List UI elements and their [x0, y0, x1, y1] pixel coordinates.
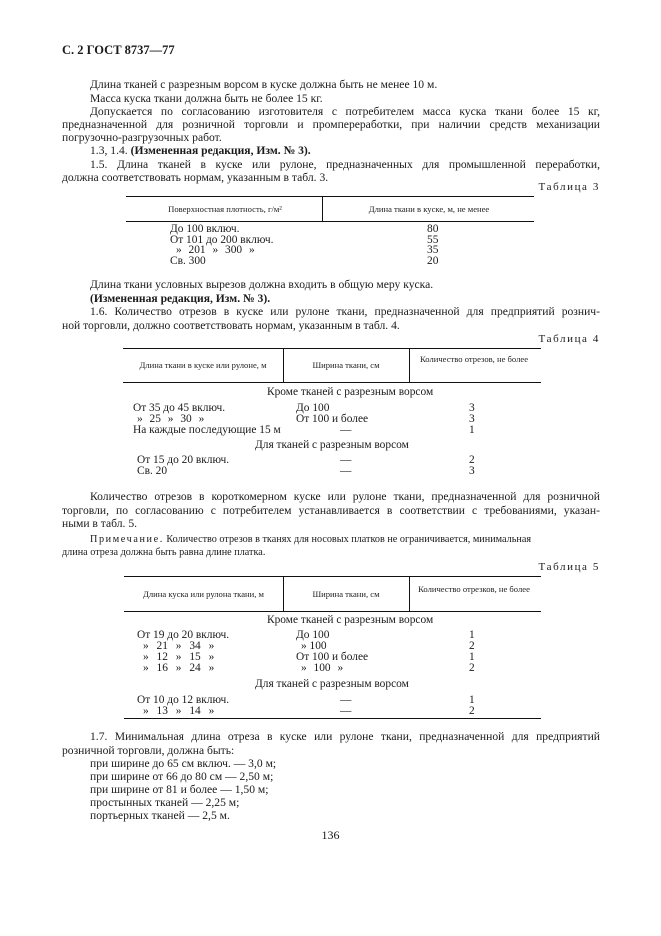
table-5-cell: До 100 — [296, 629, 330, 641]
paragraph-short-pieces-line-1: Количество отрезов в короткомерном куске или рулоне ткани, предназначенной для розничной — [90, 490, 600, 503]
table-5-cell: — — [340, 694, 352, 706]
table-4-cell: На каждые последующие 15 м — [133, 424, 281, 436]
list-item: портьерных тканей — 2,5 м. — [90, 809, 230, 822]
table-4-cell: — — [340, 465, 352, 477]
table-4-header-count: Количество отрезов, не более — [419, 354, 529, 364]
table-5-cell: От 100 и более — [296, 651, 369, 663]
paragraph-mass-exception-line-2: предназначенной для розничной торговли и промпереработки, при наличии средств механизации — [62, 118, 600, 131]
paragraph-cutouts: Длина ткани условных вырезов должна входить в общую меру куска. — [90, 278, 434, 291]
table-3-header-length: Длина ткани в куске, м, не менее — [368, 204, 490, 214]
amendment-note-2: (Измененная редакция, Изм. № 3). — [90, 292, 271, 305]
table-5-top-rule — [124, 576, 541, 577]
table-5-cell: » 16 » 24 » — [143, 662, 215, 674]
table-5-cell: » 13 » 14 » — [143, 705, 215, 717]
table-5-cell: » 12 » 15 » — [143, 651, 215, 663]
table-3-top-rule — [126, 196, 534, 197]
table-5-header-rule — [124, 611, 541, 612]
paragraph-1-6-line-2: ной торговли, должно соответствовать нормам, указанным в табл. 4. — [62, 319, 400, 332]
note-label: Примечание. — [90, 534, 164, 545]
table-5-cell: От 19 до 20 включ. — [137, 629, 230, 641]
table-4-column-divider-1 — [283, 348, 284, 382]
table-4-top-rule — [123, 348, 541, 349]
table-3-cell: 35 — [427, 244, 439, 256]
table-5-cell: » 21 » 34 » — [143, 640, 215, 652]
table-4-header-width: Ширина ткани, см — [312, 360, 380, 370]
paragraph-mass-exception-line-3: погрузочно-разгрузочных работ. — [62, 131, 222, 144]
paragraph-pile-length: Длина тканей с разрезным ворсом в куске должна быть не менее 10 м. — [90, 78, 438, 91]
list-item: простынных тканей — 2,25 м; — [90, 796, 240, 809]
note-line-1 — [62, 535, 600, 545]
table-4-cell: Св. 20 — [137, 465, 168, 477]
table-4-caption: Таблица 4 — [538, 333, 600, 345]
table-5-cell: 2 — [469, 640, 475, 652]
table-4-header-rule — [123, 382, 541, 383]
table-4-cell: От 100 и более — [296, 413, 369, 425]
table-5-column-divider-1 — [283, 576, 284, 611]
table-3-cell: До 100 включ. — [170, 223, 240, 235]
table-5-caption: Таблица 5 — [538, 561, 600, 573]
table-4-cell: От 15 до 20 включ. — [137, 454, 230, 466]
table-5-header-length: Длина куска или рулона ткани, м — [143, 589, 264, 599]
table-4-cell: — — [340, 454, 352, 466]
table-3-cell: 80 — [427, 223, 439, 235]
table-5-cell: 1 — [469, 694, 475, 706]
table-5-cell: 2 — [469, 705, 475, 717]
table-5-header-count: Количество отрезков, не более — [418, 584, 530, 594]
paragraph-1-5-line-2: должна соответствовать нормам, указанным в табл. 3. — [62, 171, 329, 184]
table-5-cell: От 10 до 12 включ. — [137, 694, 230, 706]
table-3-cell: От 101 до 200 включ. — [170, 234, 274, 246]
table-4-cell: 1 — [469, 424, 475, 436]
paragraph-1-7-line-1: 1.7. Минимальная длина отреза в куске или рулоне ткани, предназначенной для предприятий — [90, 730, 600, 743]
note-line-2: длина отреза должна быть равна длине платка. — [62, 547, 266, 558]
table-4-cell: 2 — [469, 454, 475, 466]
table-4-section-label: Для тканей с разрезным ворсом — [255, 439, 409, 451]
table-5-cell: 1 — [469, 629, 475, 641]
table-4-cell: — — [340, 424, 352, 436]
table-5-cell: 2 — [469, 662, 475, 674]
table-4-cell: 3 — [469, 413, 475, 425]
list-item: при ширине от 66 до 80 см — 2,50 м; — [90, 770, 274, 783]
table-3-column-divider — [322, 196, 323, 222]
list-item: при ширине до 65 см включ. — 3,0 м; — [90, 757, 277, 770]
table-5-cell: — — [340, 705, 352, 717]
amendment-clause-number: 1.3, 1.4. — [90, 144, 131, 157]
table-5-cell: » 100 » — [301, 662, 344, 674]
paragraph-1-7-line-2: розничной торговли, должна быть: — [62, 744, 235, 757]
table-3-cell: Св. 300 — [170, 255, 206, 267]
paragraph-short-pieces-line-2: торговли, по согласованию с потребителем устанавливается в соответствии с требованиями, указан- — [62, 504, 600, 517]
paragraph-mass-exception-line-1: Допускается по согласованию изготовителя с потребителем масса куска ткани более 15 кг, — [90, 105, 600, 118]
page-header: С. 2 ГОСТ 8737—77 — [62, 43, 175, 57]
page-number: 136 — [321, 828, 340, 842]
table-5-column-divider-2 — [409, 576, 410, 611]
paragraph-1-6-line-1: 1.6. Количество отрезов в куске или рулоне ткани, предназначенной для предприятий рознич- — [90, 305, 600, 318]
list-item: при ширине от 81 и более — 1,50 м; — [90, 783, 269, 796]
table-3-cell: 20 — [427, 255, 439, 267]
table-4-cell: 3 — [469, 465, 475, 477]
paragraph-mass: Масса куска ткани должна быть не более 15 кг. — [90, 92, 323, 105]
table-3-caption: Таблица 3 — [538, 181, 600, 193]
table-3-cell: 55 — [427, 234, 439, 246]
table-4-cell: От 35 до 45 включ. — [133, 402, 226, 414]
table-4-cell: 3 — [469, 402, 475, 414]
table-5-section-label: Для тканей с разрезным ворсом — [255, 678, 409, 690]
table-4-cell: До 100 — [296, 402, 330, 414]
table-5-bottom-rule — [124, 718, 541, 719]
paragraph-short-pieces-line-3: ными в табл. 5. — [62, 517, 138, 530]
paragraph-1-5-line-1: 1.5. Длина тканей в куске или рулоне, предназначенных для промышленной переработки, — [90, 158, 600, 171]
table-4-header-length: Длина ткани в куске или рулоне, м — [139, 360, 267, 370]
amendment-note-1 — [62, 145, 600, 157]
table-4-cell: » 25 » 30 » — [137, 413, 205, 425]
table-3-cell: » 201 » 300 » — [176, 244, 255, 256]
table-5-section-label: Кроме тканей с разрезным ворсом — [267, 614, 434, 626]
table-4-section-label: Кроме тканей с разрезным ворсом — [267, 386, 434, 398]
table-4-column-divider-2 — [409, 348, 410, 382]
amendment-text: (Измененная редакция, Изм. № 3). — [130, 144, 311, 157]
table-3-header-density: Поверхностная плотность, г/м² — [168, 204, 282, 214]
table-5-header-width: Ширина ткани, см — [312, 589, 380, 599]
table-5-cell: » 100 — [301, 640, 327, 652]
note-text: Количество отрезов в тканях для носовых платков не ограничивается, минимальная — [163, 534, 532, 545]
table-3-header-rule — [126, 221, 534, 222]
table-5-cell: 1 — [469, 651, 475, 663]
